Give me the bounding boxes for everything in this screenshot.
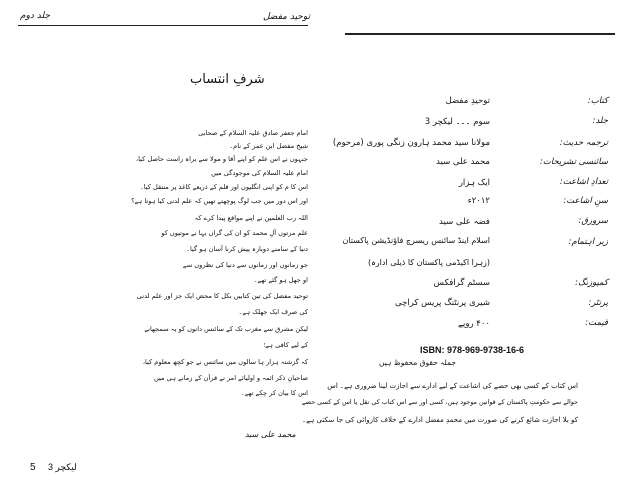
- info-label: پرنٹر:: [588, 298, 608, 308]
- dedication-line: جو زمانوں اور زمانوں سے دنیا کی نظروں سے: [182, 261, 308, 269]
- dedication-line: صاحبانِ ذکر ائمہ و اولیائے امر نے قرآن کے زمانے ہی میں: [153, 374, 308, 382]
- signature: محمد علی سید: [245, 430, 296, 439]
- header-book-title: توحید مفضل: [262, 12, 310, 22]
- dedication-line: کے لیے کافی ہے؛: [263, 341, 308, 349]
- dedication-line: اس کا بیان کر چکے تھے۔: [240, 389, 308, 397]
- info-value: محمد علی سید: [436, 157, 490, 167]
- info-label: قیمت:: [585, 318, 608, 328]
- dedication-line: امام جعفر صادق علیہ السلام کے صحابی: [198, 129, 308, 137]
- dedication-line: لیکن مشرق سے مغرب تک کے سائنس دانوں کو یہ سمجھانے: [144, 325, 308, 333]
- dedication-line: کہ گزشتہ ہزار ہا سالوں میں سائنس نے جو کچھ معلوم کیا،: [142, 358, 308, 366]
- dedication-line: اور اس دور میں جب لوگ پوچھتے تھیں کہ علم لدنی کیا ہوتا ہے؟: [131, 197, 308, 205]
- info-value: ۴۰۰ روپے: [458, 319, 490, 329]
- info-value: شیری پرنٹنگ پریس کراچی: [395, 298, 490, 308]
- info-value: سوم ۔۔۔ لیکچر 3: [424, 117, 490, 127]
- info-label: زیر اہتمام:: [568, 237, 608, 247]
- info-value: اسلام اینڈ سائنس ریسرچ فاؤنڈیشن پاکستان: [342, 236, 490, 245]
- dedication-line: اس کا م کو اپنی انگلیوں اور قلم کے ذریعے کاغذ پر منتقل کیا۔: [139, 183, 308, 191]
- info-label: کتاب:: [587, 96, 608, 106]
- info-label: سرورق:: [578, 216, 608, 226]
- info-value: مولانا سید محمد ہارون زنگی پوری (مرحوم): [332, 138, 490, 148]
- footer-lecture-label: لیکچر 3: [48, 462, 77, 472]
- info-value: سسٹم گرافکس: [433, 278, 490, 288]
- info-label: ترجمہ حدیث:: [559, 138, 608, 148]
- info-label: تعدادِ اشاعت:: [559, 177, 608, 187]
- rights-line: حوالے سے حکومتِ پاکستان کے قوانین موجود ہیں، کسی اور سے اس کتاب کی نقل یا اس کے کسی حصے: [301, 398, 578, 406]
- rights-line: کو بلا اجازت شائع کرنے کی صورت میں محمدِ مفضل ادارے کے خلاف کاروائی کی جا سکتی ہے۔: [302, 416, 578, 424]
- info-label: کمپوزنگ:: [575, 278, 608, 288]
- info-label: سائنسی تشریحات:: [540, 157, 608, 167]
- isbn: ISBN: 978-969-9738-16-6: [420, 345, 525, 355]
- info-value: ایک ہزار: [458, 178, 490, 188]
- dedication-line: دنیا کے سامنے دوبارہ پیش کرنا آسان ہو گیا۔: [186, 245, 308, 253]
- left-header-rule: [18, 25, 308, 26]
- info-value: توحیدِ مفضل: [445, 96, 490, 106]
- rights-heading: جملہ حقوق محفوظ ہیں: [379, 358, 456, 367]
- info-label: جلد:: [592, 116, 608, 126]
- dedication-line: او جھل ہو گئے تھے۔: [253, 276, 308, 284]
- header-volume: جلد دوم: [20, 11, 51, 21]
- rights-line: اس کتاب کے کسی بھی حصے کی اشاعت کے لیے ادارے سے اجازت لینا ضروری ہے۔ اس: [327, 382, 578, 390]
- dedication-line: امام علیہ السلام کی موجودگی میں: [211, 169, 308, 177]
- info-label: سنِ اشاعت:: [563, 196, 608, 206]
- right-header-rule: [345, 33, 615, 35]
- dedication-line: توحید مفضل کی تین کتابیں بکل کا محض ایک جز اور علم لدنی: [136, 292, 308, 300]
- info-value: (زہرا اکیڈمی پاکستان کا ذیلی ادارہ): [368, 258, 490, 267]
- dedication-line: علم مرتوں آلِ محمد کو ان کی گراں بہا نے موتیوں کو: [161, 229, 308, 237]
- info-value: فضہ علی سید: [439, 217, 490, 227]
- info-value: ۲۰۱۲ء: [467, 196, 490, 206]
- dedication-line: شیخ مفضل ابن عمر کے نام۔: [229, 142, 308, 150]
- dedication-line: اللہ رب العلمین نے اپنے مواقع پیدا کرے کہ: [194, 214, 308, 222]
- page-number: 5: [30, 462, 36, 473]
- page-title: شرفِ انتساب: [190, 72, 265, 87]
- dedication-line: کی صرف ایک جھلک ہے۔: [238, 308, 308, 316]
- dedication-line: جنہوں نے اس علم کو اپنے آقا و مولا سے براہ راست حاصل کیا،: [136, 155, 308, 163]
